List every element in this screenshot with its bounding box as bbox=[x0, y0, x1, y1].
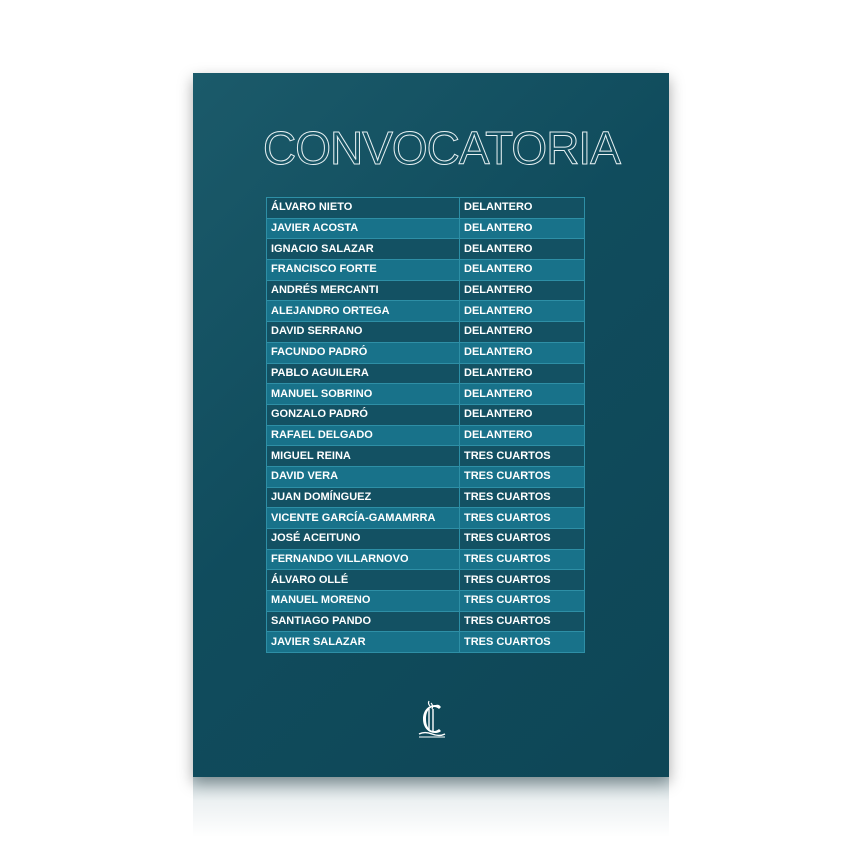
player-name: JOSÉ ACEITUNO bbox=[267, 529, 460, 550]
roster-row bbox=[267, 529, 585, 550]
player-name: FRANCISCO FORTE bbox=[267, 260, 460, 281]
player-position: TRES CUARTOS bbox=[460, 487, 585, 508]
player-name: ALEJANDRO ORTEGA bbox=[267, 301, 460, 322]
roster-row bbox=[267, 280, 585, 301]
player-position: TRES CUARTOS bbox=[460, 570, 585, 591]
roster-row bbox=[267, 508, 585, 529]
player-position: DELANTERO bbox=[460, 363, 585, 384]
player-name: DAVID VERA bbox=[267, 466, 460, 487]
roster-body bbox=[267, 198, 585, 653]
roster-row bbox=[267, 384, 585, 405]
roster-row bbox=[267, 632, 585, 653]
player-position: DELANTERO bbox=[460, 280, 585, 301]
roster-row bbox=[267, 239, 585, 260]
roster-row bbox=[267, 466, 585, 487]
roster-row bbox=[267, 549, 585, 570]
player-name: ÁLVARO OLLÉ bbox=[267, 570, 460, 591]
player-name: JAVIER ACOSTA bbox=[267, 218, 460, 239]
poster bbox=[193, 73, 669, 777]
player-name: GONZALO PADRÓ bbox=[267, 404, 460, 425]
player-name: ÁLVARO NIETO bbox=[267, 198, 460, 219]
player-name: FACUNDO PADRÓ bbox=[267, 342, 460, 363]
player-name: IGNACIO SALAZAR bbox=[267, 239, 460, 260]
player-name: JUAN DOMÍNGUEZ bbox=[267, 487, 460, 508]
roster-row bbox=[267, 611, 585, 632]
player-name: MANUEL MORENO bbox=[267, 591, 460, 612]
player-name: FERNANDO VILLARNOVO bbox=[267, 549, 460, 570]
player-name: ANDRÉS MERCANTI bbox=[267, 280, 460, 301]
roster-row bbox=[267, 487, 585, 508]
player-name: PABLO AGUILERA bbox=[267, 363, 460, 384]
player-position: TRES CUARTOS bbox=[460, 632, 585, 653]
player-name: DAVID SERRANO bbox=[267, 322, 460, 343]
player-position: DELANTERO bbox=[460, 198, 585, 219]
club-crest-icon bbox=[409, 697, 455, 741]
player-position: DELANTERO bbox=[460, 322, 585, 343]
player-position: TRES CUARTOS bbox=[460, 529, 585, 550]
roster-row bbox=[267, 198, 585, 219]
player-name: JAVIER SALAZAR bbox=[267, 632, 460, 653]
player-position: TRES CUARTOS bbox=[460, 549, 585, 570]
roster-row bbox=[267, 218, 585, 239]
player-position: DELANTERO bbox=[460, 425, 585, 446]
player-position: DELANTERO bbox=[460, 218, 585, 239]
player-position: DELANTERO bbox=[460, 384, 585, 405]
poster-title: CONVOCATORIA bbox=[263, 122, 620, 174]
player-name: SANTIAGO PANDO bbox=[267, 611, 460, 632]
roster-row bbox=[267, 363, 585, 384]
player-name: MANUEL SOBRINO bbox=[267, 384, 460, 405]
player-position: TRES CUARTOS bbox=[460, 508, 585, 529]
roster-table bbox=[266, 197, 585, 653]
player-position: DELANTERO bbox=[460, 301, 585, 322]
player-position: TRES CUARTOS bbox=[460, 611, 585, 632]
player-name: VICENTE GARCÍA-GAMAMRRA bbox=[267, 508, 460, 529]
player-position: DELANTERO bbox=[460, 239, 585, 260]
player-position: DELANTERO bbox=[460, 404, 585, 425]
roster-row bbox=[267, 570, 585, 591]
roster-row bbox=[267, 425, 585, 446]
roster-row bbox=[267, 301, 585, 322]
poster-reflection bbox=[193, 777, 669, 837]
roster-row bbox=[267, 342, 585, 363]
player-position: DELANTERO bbox=[460, 260, 585, 281]
roster-row bbox=[267, 260, 585, 281]
roster-row bbox=[267, 404, 585, 425]
player-position: TRES CUARTOS bbox=[460, 446, 585, 467]
player-position: DELANTERO bbox=[460, 342, 585, 363]
player-position: TRES CUARTOS bbox=[460, 466, 585, 487]
player-position: TRES CUARTOS bbox=[460, 591, 585, 612]
roster-row bbox=[267, 446, 585, 467]
roster-row bbox=[267, 591, 585, 612]
roster-row bbox=[267, 322, 585, 343]
player-name: RAFAEL DELGADO bbox=[267, 425, 460, 446]
player-name: MIGUEL REINA bbox=[267, 446, 460, 467]
